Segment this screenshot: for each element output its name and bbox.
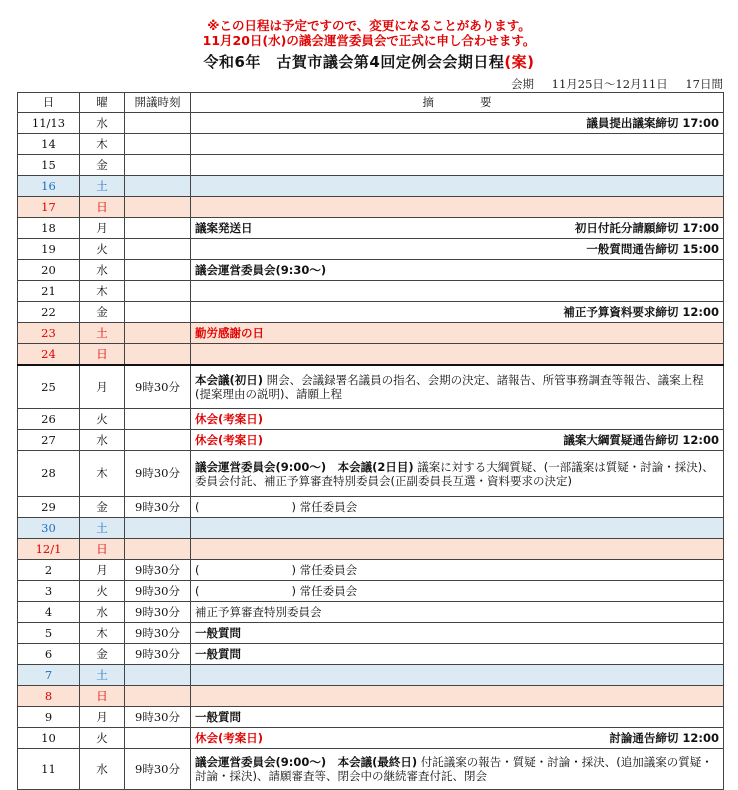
table-row	[18, 197, 724, 218]
cell-day: 28	[18, 451, 80, 497]
cell-day: 11	[18, 749, 80, 790]
header-time: 開議時刻	[125, 93, 191, 113]
cell-time	[125, 239, 191, 260]
cell-day: 9	[18, 707, 80, 728]
cell-time	[125, 430, 191, 451]
cell-time	[125, 176, 191, 197]
cell-weekday: 木	[80, 281, 125, 302]
cell-time	[125, 728, 191, 749]
cell-summary	[191, 323, 724, 344]
summary-text: 開会、会議録署名議員の指名、会期の決定、諸報告、所管事務調査等報告、議案上程(提案理由の説明)、請願上程	[195, 373, 704, 401]
cell-summary	[191, 218, 724, 239]
cell-day: 3	[18, 581, 80, 602]
cell-day: 5	[18, 623, 80, 644]
cell-day: 8	[18, 686, 80, 707]
cell-day: 30	[18, 518, 80, 539]
notice-line-1: ※この日程は予定ですので、変更になることがあります。	[207, 18, 531, 33]
cell-weekday: 火	[80, 409, 125, 430]
cell-summary	[191, 518, 724, 539]
table-row	[18, 344, 724, 366]
cell-summary	[191, 665, 724, 686]
cell-time: 9時30分	[125, 451, 191, 497]
cell-day: 16	[18, 176, 80, 197]
cell-weekday: 月	[80, 218, 125, 239]
cell-weekday: 土	[80, 176, 125, 197]
cell-weekday: 火	[80, 728, 125, 749]
cell-summary	[191, 560, 724, 581]
header-day: 日	[18, 93, 80, 113]
cell-time	[125, 281, 191, 302]
cell-day: 6	[18, 644, 80, 665]
table-row	[18, 518, 724, 539]
cell-day: 17	[18, 197, 80, 218]
cell-weekday: 月	[80, 707, 125, 728]
cell-weekday: 日	[80, 197, 125, 218]
cell-time: 9時30分	[125, 560, 191, 581]
period-days: 17日間	[685, 77, 723, 91]
cell-day: 21	[18, 281, 80, 302]
cell-time: 9時30分	[125, 707, 191, 728]
cell-summary	[191, 623, 724, 644]
table-row	[18, 134, 724, 155]
cell-day: 2	[18, 560, 80, 581]
cell-summary	[191, 134, 724, 155]
cell-weekday: 水	[80, 602, 125, 623]
cell-time: 9時30分	[125, 581, 191, 602]
cell-weekday: 土	[80, 665, 125, 686]
cell-time	[125, 134, 191, 155]
cell-time	[125, 409, 191, 430]
summary-text: 議会運営委員会(9:30～)	[195, 262, 327, 277]
cell-weekday: 金	[80, 155, 125, 176]
summary-text: 一般質問	[195, 625, 241, 640]
cell-day: 27	[18, 430, 80, 451]
title-draft-suffix: (案)	[504, 53, 535, 71]
cell-weekday: 木	[80, 134, 125, 155]
cell-day: 20	[18, 260, 80, 281]
table-row	[18, 560, 724, 581]
cell-time	[125, 113, 191, 134]
cell-weekday: 水	[80, 260, 125, 281]
cell-day: 12/1	[18, 539, 80, 560]
summary-bold-text: 本会議(初日)	[195, 373, 264, 387]
cell-day: 14	[18, 134, 80, 155]
cell-summary	[191, 707, 724, 728]
cell-day: 29	[18, 497, 80, 518]
cell-time	[125, 260, 191, 281]
table-row	[18, 581, 724, 602]
cell-day: 25	[18, 365, 80, 409]
table-row	[18, 176, 724, 197]
cell-summary	[191, 539, 724, 560]
summary-deadline: 議員提出議案締切 17:00	[586, 115, 719, 130]
header-weekday: 曜	[80, 93, 125, 113]
table-row	[18, 430, 724, 451]
cell-weekday: 日	[80, 344, 125, 366]
cell-weekday: 木	[80, 623, 125, 644]
cell-summary	[191, 409, 724, 430]
cell-weekday: 火	[80, 581, 125, 602]
cell-summary	[191, 113, 724, 134]
summary-text: 休会(考案日)	[195, 411, 264, 426]
cell-day: 7	[18, 665, 80, 686]
table-row	[18, 728, 724, 749]
cell-time: 9時30分	[125, 497, 191, 518]
table-row	[18, 155, 724, 176]
notice-line-2: 11月20日(水)の議会運営委員会で正式に申し合わせます。	[202, 33, 536, 48]
period-label: 会期	[511, 77, 534, 91]
summary-text: 休会(考案日)	[195, 432, 264, 447]
table-row	[18, 451, 724, 497]
table-row	[18, 323, 724, 344]
cell-weekday: 月	[80, 560, 125, 581]
cell-summary	[191, 430, 724, 451]
cell-summary	[191, 602, 724, 623]
summary-deadline: 初日付託分請願締切 17:00	[574, 220, 719, 235]
summary-deadline: 議案大綱質疑通告締切 12:00	[563, 432, 719, 447]
cell-time	[125, 302, 191, 323]
summary-bold-text: 議会運営委員会(9:00～) 本会議(2日目)	[195, 459, 414, 474]
cell-day: 24	[18, 344, 80, 366]
cell-summary	[191, 155, 724, 176]
table-row	[18, 623, 724, 644]
cell-weekday: 水	[80, 113, 125, 134]
cell-summary	[191, 365, 724, 409]
summary-deadline: 補正予算資料要求締切 12:00	[563, 304, 719, 319]
cell-day: 10	[18, 728, 80, 749]
cell-summary	[191, 260, 724, 281]
header-row	[18, 93, 724, 113]
cell-time	[125, 539, 191, 560]
cell-time: 9時30分	[125, 602, 191, 623]
summary-text: 議案発送日	[195, 220, 253, 235]
table-row	[18, 113, 724, 134]
table-row	[18, 409, 724, 430]
table-row	[18, 644, 724, 665]
cell-weekday: 金	[80, 644, 125, 665]
table-row	[18, 260, 724, 281]
cell-day: 26	[18, 409, 80, 430]
summary-text: 付託議案の報告・質疑・討論・採決、(追加議案の質疑・討論・採決)、請願審査等、閉会中の継続審査付託、閉会	[195, 755, 713, 783]
cell-time: 9時30分	[125, 365, 191, 409]
cell-time	[125, 686, 191, 707]
cell-time	[125, 197, 191, 218]
table-row	[18, 218, 724, 239]
cell-summary	[191, 728, 724, 749]
table-row	[18, 239, 724, 260]
cell-day: 18	[18, 218, 80, 239]
cell-summary	[191, 239, 724, 260]
table-row	[18, 602, 724, 623]
cell-time	[125, 218, 191, 239]
summary-text: ( ) 常任委員会	[195, 499, 358, 514]
table-row	[18, 302, 724, 323]
cell-weekday: 土	[80, 323, 125, 344]
header-summary: 摘 要	[191, 93, 724, 113]
summary-text: ( ) 常任委員会	[195, 583, 358, 598]
summary-text: 勤労感謝の日	[195, 325, 264, 340]
summary-text: 一般質問	[195, 709, 241, 724]
cell-time	[125, 665, 191, 686]
cell-time	[125, 155, 191, 176]
cell-weekday: 金	[80, 302, 125, 323]
table-row	[18, 281, 724, 302]
summary-deadline: 討論通告締切 12:00	[609, 730, 719, 745]
cell-weekday: 火	[80, 239, 125, 260]
cell-summary	[191, 749, 724, 790]
title-main: 令和6年 古賀市議会第4回定例会会期日程	[203, 53, 505, 71]
cell-time: 9時30分	[125, 623, 191, 644]
cell-time: 9時30分	[125, 749, 191, 790]
cell-day: 4	[18, 602, 80, 623]
cell-time	[125, 518, 191, 539]
cell-day: 22	[18, 302, 80, 323]
cell-day: 15	[18, 155, 80, 176]
cell-time	[125, 323, 191, 344]
cell-summary	[191, 497, 724, 518]
table-row	[18, 749, 724, 790]
summary-deadline: 一般質問通告締切 15:00	[586, 241, 719, 256]
table-row	[18, 497, 724, 518]
cell-weekday: 月	[80, 365, 125, 409]
summary-text: 一般質問	[195, 646, 241, 661]
cell-summary	[191, 644, 724, 665]
cell-weekday: 日	[80, 686, 125, 707]
table-row	[18, 539, 724, 560]
page-title	[0, 51, 738, 72]
cell-weekday: 土	[80, 518, 125, 539]
cell-summary	[191, 344, 724, 366]
cell-weekday: 金	[80, 497, 125, 518]
cell-time: 9時30分	[125, 644, 191, 665]
cell-time	[125, 344, 191, 366]
table-row	[18, 665, 724, 686]
cell-weekday: 水	[80, 430, 125, 451]
cell-summary	[191, 451, 724, 497]
cell-summary	[191, 581, 724, 602]
summary-bold-text: 議会運営委員会(9:00～) 本会議(最終日)	[195, 755, 418, 769]
summary-text: 休会(考案日)	[195, 730, 264, 745]
period-range: 11月25日～12月11日	[551, 77, 668, 91]
table-row	[18, 686, 724, 707]
cell-summary	[191, 302, 724, 323]
table-row	[18, 707, 724, 728]
schedule-table	[17, 92, 724, 790]
summary-text: 議案に対する大綱質疑、(一部議案は質疑・討論・採決)、委員会付託、補正予算審査特別委員会(正副委員長互選・資料要求の決定)	[195, 459, 714, 488]
table-row	[18, 365, 724, 409]
cell-weekday: 日	[80, 539, 125, 560]
cell-summary	[191, 197, 724, 218]
cell-summary	[191, 281, 724, 302]
session-period	[0, 76, 723, 92]
cell-weekday: 水	[80, 749, 125, 790]
cell-weekday: 木	[80, 451, 125, 497]
summary-text: 補正予算審査特別委員会	[195, 604, 322, 619]
cell-summary	[191, 176, 724, 197]
cell-day: 11/13	[18, 113, 80, 134]
cell-summary	[191, 686, 724, 707]
summary-text: ( ) 常任委員会	[195, 562, 358, 577]
cell-day: 23	[18, 323, 80, 344]
cell-day: 19	[18, 239, 80, 260]
